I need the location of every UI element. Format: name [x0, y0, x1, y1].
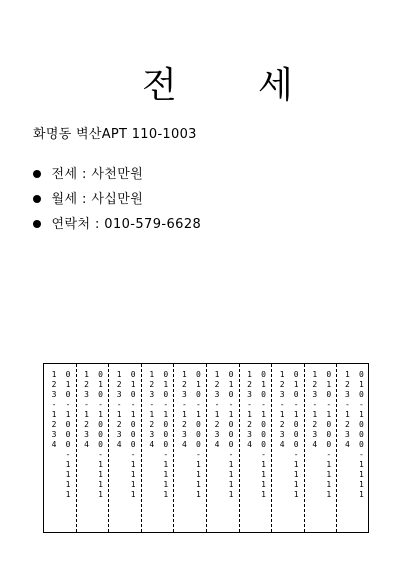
info-label: 연락처 [51, 217, 91, 232]
info-separator: : [77, 192, 92, 207]
tear-tab-digits-b: 0 1 0 - 1 0 0 0 - 1 1 1 1 [98, 370, 103, 499]
info-separator: : [90, 217, 105, 232]
bullet-icon [33, 220, 41, 228]
info-label: 전세 [51, 167, 78, 182]
tear-tab[interactable] [272, 364, 305, 532]
tear-tab-digits-b: 0 1 0 - 1 0 0 0 - 1 1 1 1 [65, 370, 71, 499]
bullet-icon [33, 195, 41, 203]
tear-tab-digits-b: 0 1 0 - 1 0 0 0 - 1 1 1 1 [228, 370, 234, 499]
tear-tab-digits-a: 1 2 3 - 1 2 3 4 [181, 370, 187, 449]
info-row-contact [33, 216, 201, 234]
title-part-1: 전 [142, 65, 177, 106]
info-label: 월세 [51, 192, 78, 207]
tear-tab[interactable] [142, 364, 175, 532]
tear-tab[interactable] [305, 364, 338, 532]
tear-tab-digits-a: 1 2 3 - 1 2 3 4 [149, 370, 155, 449]
title-part-2: 세 [258, 65, 293, 106]
tear-tab[interactable] [44, 364, 77, 532]
address-text: 화명동 벽산APT 110-1003 [33, 127, 197, 142]
tear-tab-digits-a: 1 2 3 - 1 2 3 4 [116, 370, 122, 449]
page-title [0, 62, 400, 110]
info-value: 사천만원 [91, 167, 144, 182]
info-value: 사십만원 [91, 192, 144, 207]
tear-tab[interactable] [207, 364, 240, 532]
tear-tab-digits-a: 1 2 3 - 1 2 3 4 [344, 370, 350, 449]
tear-tab-digits-b: 0 1 0 - 1 0 0 0 - 1 1 1 1 [358, 370, 364, 499]
tear-tab[interactable] [174, 364, 207, 532]
tear-tab-digits-a: 1 2 3 - 1 2 3 4 [51, 370, 57, 449]
bullet-icon [33, 170, 41, 178]
info-row-jeonse [33, 166, 143, 184]
tear-off-tabs [43, 363, 369, 533]
tear-tab[interactable] [77, 364, 110, 532]
tear-tab-digits-a: 1 2 3 - 1 2 3 4 [279, 370, 285, 449]
info-row-wolse [33, 191, 143, 209]
tear-tab-digits-b: 0 1 0 - 1 0 0 0 - 1 1 1 1 [326, 370, 332, 499]
tear-tab-digits-a: 1 2 3 - 1 2 3 4 [247, 370, 252, 449]
tear-tab-digits-b: 0 1 0 - 1 0 0 0 - 1 1 1 1 [163, 370, 169, 499]
tear-tab[interactable] [109, 364, 142, 532]
tear-tab-digits-b: 0 1 0 - 1 0 0 0 - 1 1 1 1 [130, 370, 136, 499]
tear-tab-digits-b: 0 1 0 - 1 0 0 0 - 1 1 1 1 [195, 370, 201, 499]
tear-tab-digits-a: 1 2 3 - 1 2 3 4 [84, 370, 89, 449]
tear-tab[interactable] [337, 364, 370, 532]
info-separator: : [77, 167, 92, 182]
info-value: 010-579-6628 [104, 217, 202, 232]
tear-tab-digits-a: 1 2 3 - 1 2 3 4 [312, 370, 318, 449]
tear-tab-digits-b: 0 1 0 - 1 0 0 0 - 1 1 1 1 [293, 370, 299, 499]
tear-tab[interactable] [240, 364, 273, 532]
tear-tab-digits-b: 0 1 0 - 1 0 0 0 - 1 1 1 1 [261, 370, 266, 499]
tear-tab-digits-a: 1 2 3 - 1 2 3 4 [214, 370, 220, 449]
